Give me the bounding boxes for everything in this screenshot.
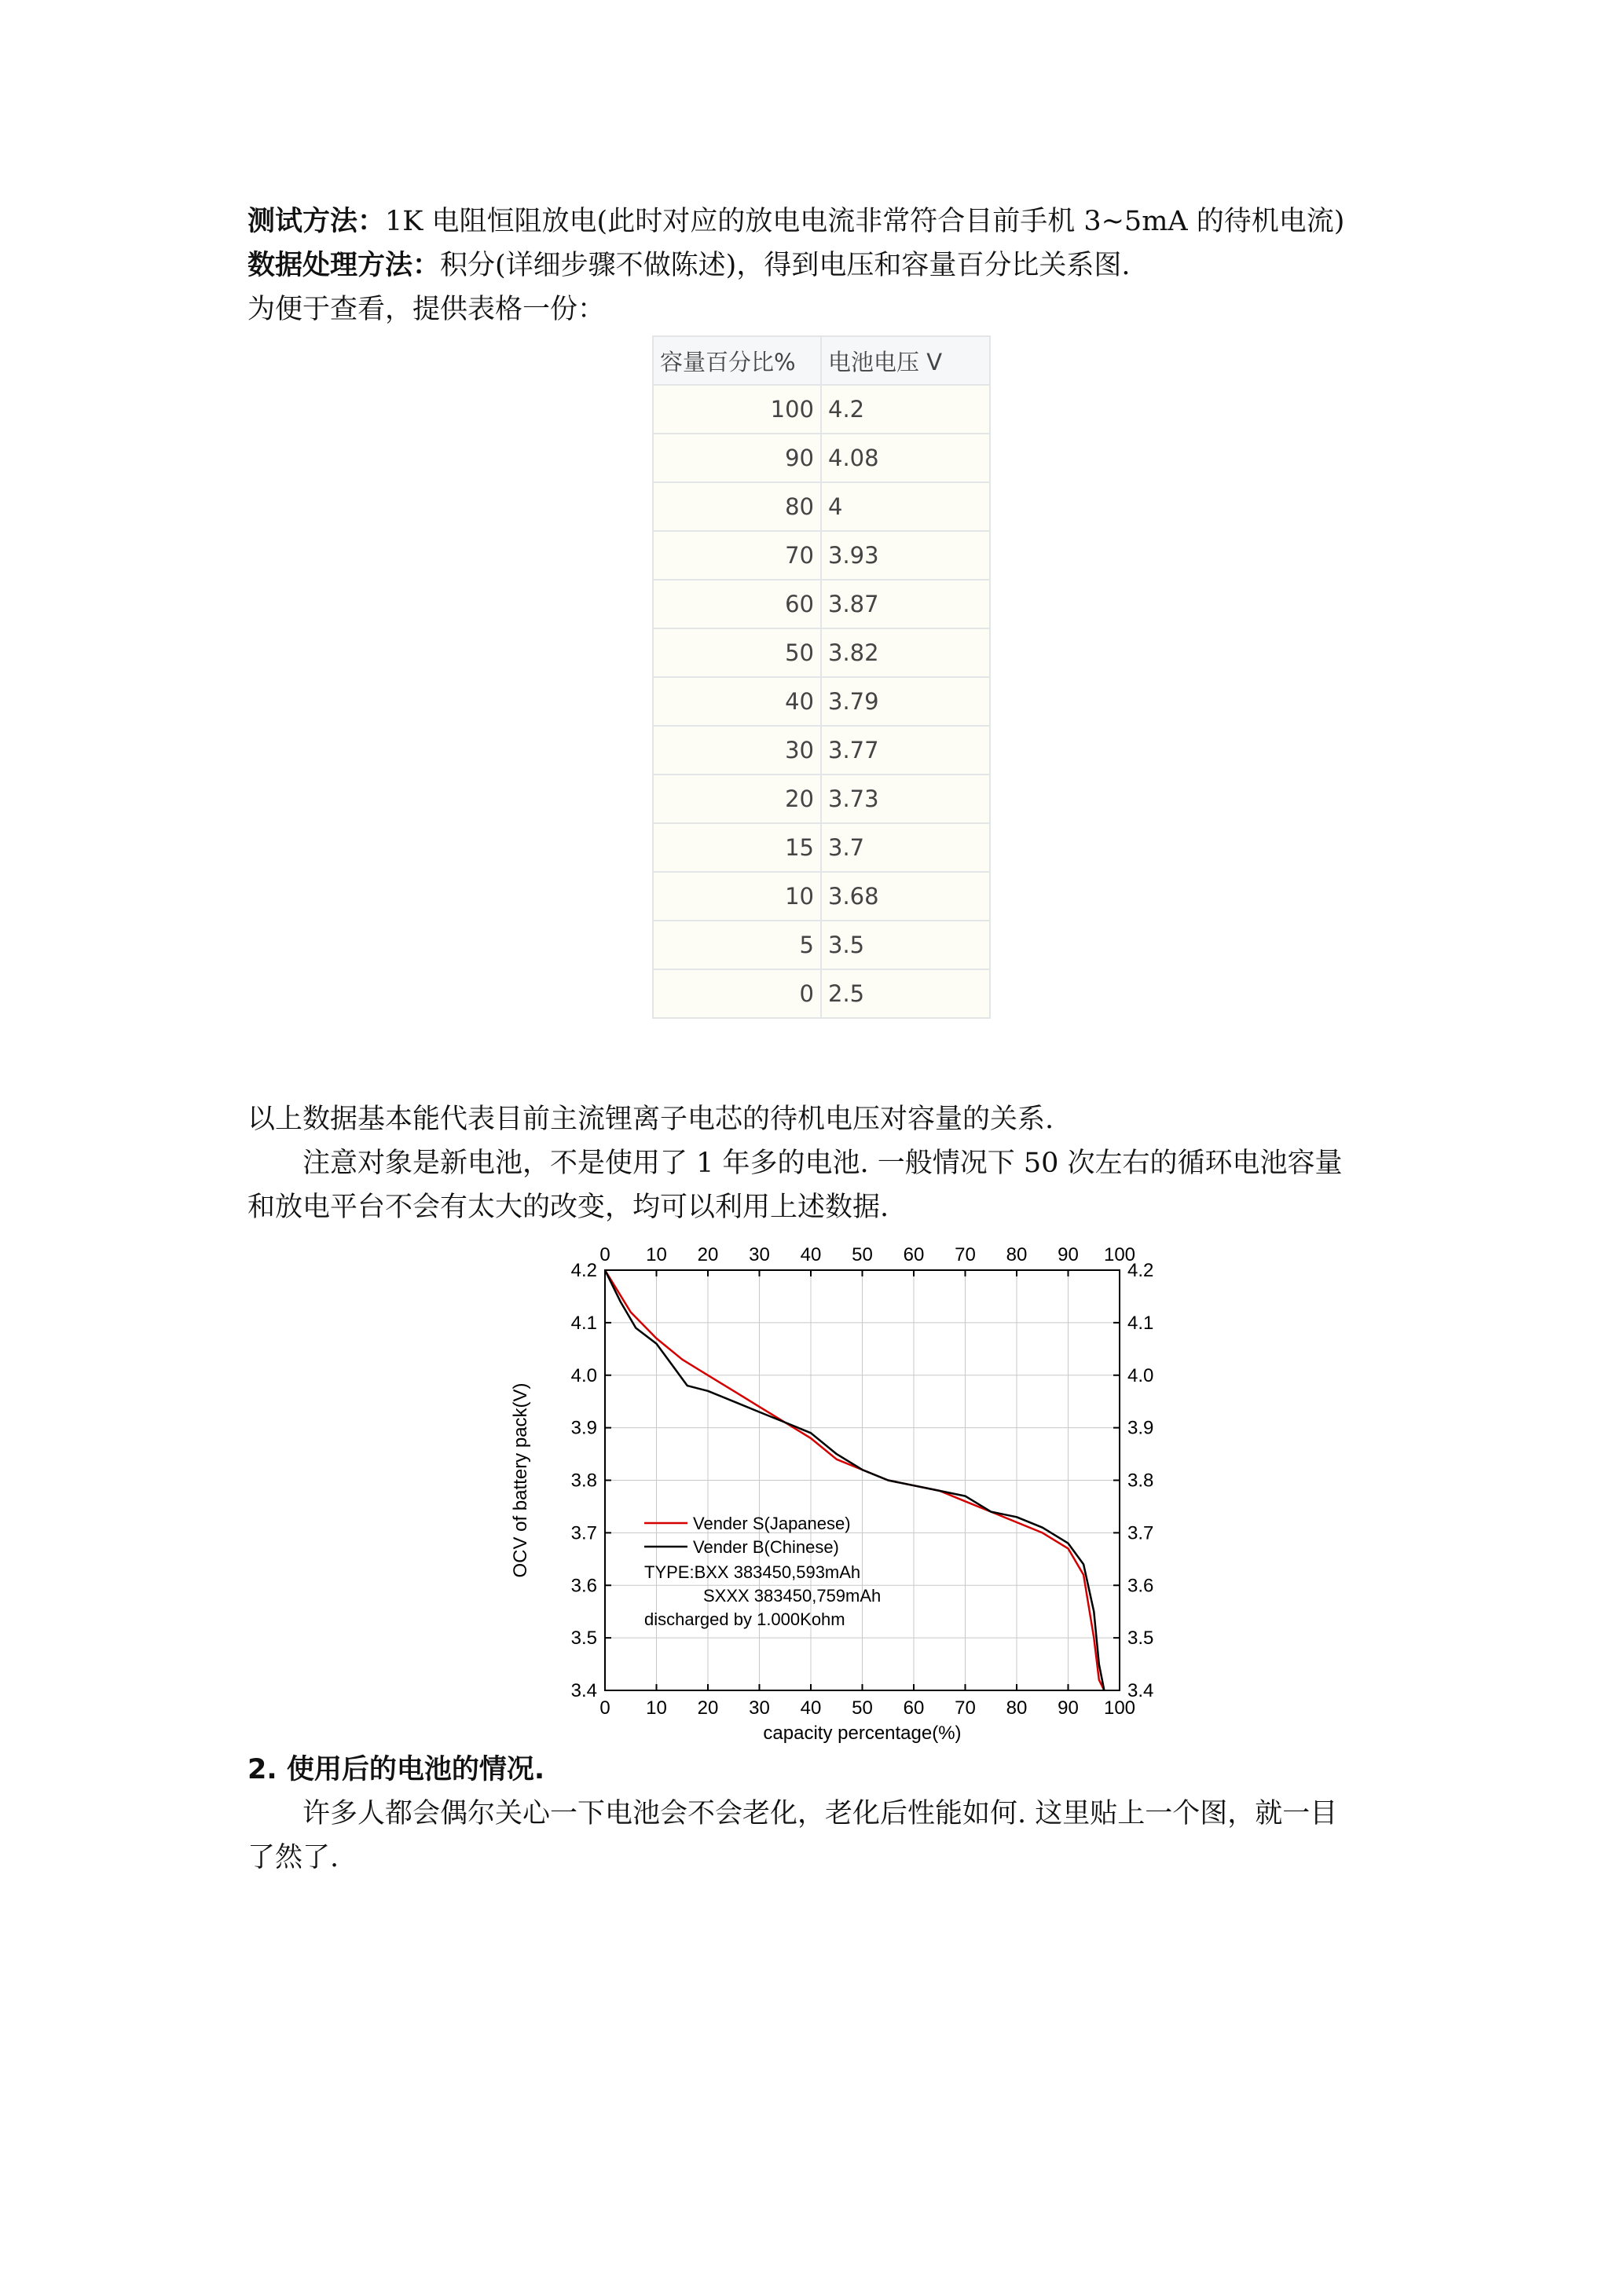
voltage-cell: 3.73 xyxy=(821,774,990,823)
voltage-cell: 4.08 xyxy=(821,434,990,482)
legend-label: Vender S(Japanese) xyxy=(693,1514,851,1533)
x-tick-label: 30 xyxy=(749,1697,770,1719)
capacity-voltage-table xyxy=(652,335,991,1019)
capacity-cell: 40 xyxy=(653,677,821,726)
chart-annotation: TYPE:BXX 383450,593mAh xyxy=(644,1562,861,1582)
y-tick-label: 3.5 xyxy=(570,1628,597,1650)
capacity-cell: 90 xyxy=(653,434,821,482)
table-row xyxy=(653,385,990,434)
table-row xyxy=(653,628,990,677)
x-tick-label: 40 xyxy=(800,1697,822,1719)
voltage-cell: 3.77 xyxy=(821,726,990,774)
x-tick-label-top: 60 xyxy=(903,1244,925,1265)
chart-legend xyxy=(644,1514,881,1629)
capacity-cell: 10 xyxy=(653,872,821,921)
y-tick-label: 3.9 xyxy=(570,1417,597,1439)
x-tick-label: 60 xyxy=(903,1697,925,1719)
y-tick-label: 3.8 xyxy=(570,1470,597,1492)
y-axis-label: OCV of battery pack(V) xyxy=(510,1382,531,1578)
x-tick-label: 70 xyxy=(955,1697,976,1719)
x-tick-label-top: 40 xyxy=(800,1244,822,1265)
test-method-label: 测试方法： xyxy=(247,206,386,237)
x-tick-label: 20 xyxy=(697,1697,719,1719)
x-axis-label: capacity percentage(%) xyxy=(763,1723,962,1744)
data-processing-label: 数据处理方法： xyxy=(247,250,441,281)
y-tick-label-right: 3.6 xyxy=(1127,1575,1154,1597)
y-tick-label: 3.4 xyxy=(570,1680,597,1701)
x-tick-label-top: 20 xyxy=(697,1244,719,1265)
aging-paragraph-line1: 许多人都会偶尔关心一下电池会不会老化，老化后性能如何. 这里贴上一个图，就一目 xyxy=(302,1798,1338,1829)
voltage-cell: 3.7 xyxy=(821,823,990,872)
table-row xyxy=(653,969,990,1018)
note-paragraph-line2: 和放电平台不会有太大的改变，均可以利用上述数据. xyxy=(247,1192,889,1223)
x-tick-label-top: 100 xyxy=(1103,1244,1136,1265)
x-tick-label: 10 xyxy=(646,1697,667,1719)
header-voltage: 电池电压 V xyxy=(821,336,990,385)
voltage-cell: 3.93 xyxy=(821,531,990,580)
capacity-cell: 100 xyxy=(653,385,821,434)
test-method-line xyxy=(247,200,1344,244)
x-tick-label-top: 30 xyxy=(749,1244,770,1265)
y-tick-label-right: 4.2 xyxy=(1127,1260,1154,1281)
note-paragraph-line1: 注意对象是新电池，不是使用了 1 年多的电池. 一般情况下 50 次左右的循环电池容量 xyxy=(302,1148,1343,1179)
voltage-cell: 3.79 xyxy=(821,677,990,726)
x-tick-label: 100 xyxy=(1103,1697,1136,1719)
chart-annotation: SXXX 383450,759mAh xyxy=(703,1586,882,1606)
y-tick-label-right: 3.7 xyxy=(1127,1522,1154,1544)
table-intro: 为便于查看，提供表格一份： xyxy=(247,294,606,325)
x-tick-label: 50 xyxy=(852,1697,873,1719)
y-tick-label: 3.6 xyxy=(570,1575,597,1597)
voltage-cell: 3.87 xyxy=(821,580,990,628)
x-tick-label-top: 10 xyxy=(646,1244,667,1265)
table-row xyxy=(653,434,990,482)
table-row xyxy=(653,921,990,969)
capacity-cell: 15 xyxy=(653,823,821,872)
x-tick-label: 80 xyxy=(1006,1697,1028,1719)
section2-heading: 2. 使用后的电池的情况. xyxy=(247,1754,545,1785)
y-tick-label: 4.1 xyxy=(570,1312,597,1334)
x-tick-label-top: 0 xyxy=(599,1244,610,1265)
voltage-cell: 4 xyxy=(821,482,990,531)
y-tick-label-right: 3.4 xyxy=(1127,1680,1154,1701)
chart-annotation: discharged by 1.000Kohm xyxy=(644,1609,845,1629)
capacity-cell: 50 xyxy=(653,628,821,677)
table-row xyxy=(653,677,990,726)
capacity-cell: 0 xyxy=(653,969,821,1018)
voltage-cell: 2.5 xyxy=(821,969,990,1018)
y-tick-label: 3.7 xyxy=(570,1522,597,1544)
y-tick-label: 4.0 xyxy=(570,1364,597,1386)
voltage-cell: 3.5 xyxy=(821,921,990,969)
voltage-cell: 4.2 xyxy=(821,385,990,434)
table-row xyxy=(653,774,990,823)
capacity-cell: 70 xyxy=(653,531,821,580)
table-row xyxy=(653,531,990,580)
table-header-row xyxy=(653,336,990,385)
aging-paragraph-line2: 了然了. xyxy=(247,1842,339,1873)
ocv-capacity-chart xyxy=(503,1229,1186,1744)
y-tick-label: 4.2 xyxy=(570,1260,597,1281)
table-row xyxy=(653,482,990,531)
table-row xyxy=(653,872,990,921)
x-tick-label-top: 70 xyxy=(955,1244,976,1265)
capacity-cell: 60 xyxy=(653,580,821,628)
x-tick-label-top: 80 xyxy=(1006,1244,1028,1265)
y-tick-label-right: 3.8 xyxy=(1127,1470,1154,1492)
y-tick-label-right: 3.9 xyxy=(1127,1417,1154,1439)
test-method-text: 1K 电阻恒阻放电(此时对应的放电电流非常符合目前手机 3~5mA 的待机电流) xyxy=(385,206,1345,237)
header-capacity: 容量百分比% xyxy=(653,336,821,385)
table-row xyxy=(653,726,990,774)
summary-paragraph: 以上数据基本能代表目前主流锂离子电芯的待机电压对容量的关系. xyxy=(247,1104,1054,1135)
y-tick-label-right: 4.0 xyxy=(1127,1364,1154,1386)
table-row xyxy=(653,823,990,872)
capacity-cell: 80 xyxy=(653,482,821,531)
capacity-cell: 5 xyxy=(653,921,821,969)
x-tick-label: 0 xyxy=(599,1697,610,1719)
data-processing-text: 积分(详细步骤不做陈述)，得到电压和容量百分比关系图. xyxy=(440,250,1131,281)
voltage-cell: 3.68 xyxy=(821,872,990,921)
capacity-cell: 20 xyxy=(653,774,821,823)
y-tick-label-right: 3.5 xyxy=(1127,1628,1154,1650)
x-tick-label: 90 xyxy=(1058,1697,1079,1719)
table-row xyxy=(653,580,990,628)
legend-label: Vender B(Chinese) xyxy=(693,1537,839,1557)
x-tick-label-top: 90 xyxy=(1058,1244,1079,1265)
x-tick-label-top: 50 xyxy=(852,1244,873,1265)
y-tick-label-right: 4.1 xyxy=(1127,1312,1154,1334)
voltage-cell: 3.82 xyxy=(821,628,990,677)
capacity-cell: 30 xyxy=(653,726,821,774)
data-processing-line xyxy=(247,244,1130,287)
chart-svg xyxy=(503,1229,1186,1744)
